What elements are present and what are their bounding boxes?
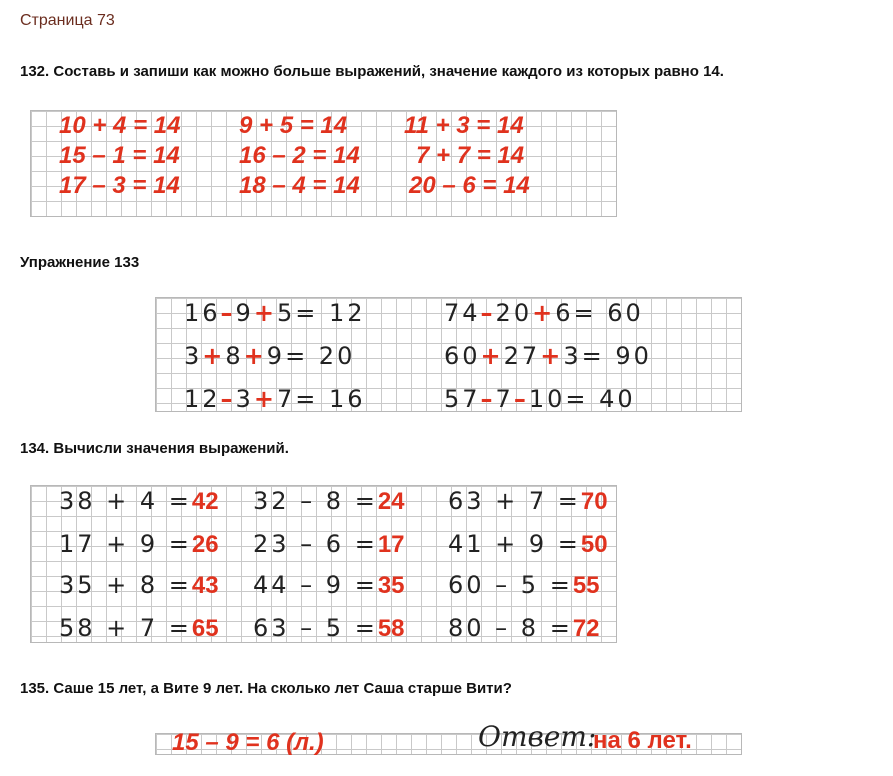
equation: 20 – 6 = 14 xyxy=(409,172,530,199)
exercise-132-grid xyxy=(30,110,617,217)
expression: 63 – 5 =58 xyxy=(253,614,405,642)
expression: 80 – 8 =72 xyxy=(448,614,600,642)
page-title: Страница 73 xyxy=(20,12,115,29)
exercise-134-heading: 134. Вычисли значения выражений. xyxy=(20,440,289,457)
expression: 63 + 7 =70 xyxy=(448,487,608,515)
expression: 60+27+3= 90 xyxy=(444,342,652,370)
exercise-133-grid xyxy=(155,297,742,412)
expression: 57–7–10= 40 xyxy=(444,385,636,413)
equation: 18 – 4 = 14 xyxy=(239,172,360,199)
exercise-132-heading: 132. Составь и запиши как можно больше выражений, значение каждого из которых равно 14. xyxy=(20,63,724,80)
expression: 32 – 8 =24 xyxy=(253,487,405,515)
expression: 16–9+5= 12 xyxy=(184,299,366,327)
equation: 9 + 5 = 14 xyxy=(239,112,348,139)
equation: 15 – 1 = 14 xyxy=(59,142,180,169)
expression: 12–3+7= 16 xyxy=(184,385,366,413)
expression: 17 + 9 =26 xyxy=(59,530,219,558)
expression: 44 – 9 =35 xyxy=(253,571,405,599)
answer-label: Ответ: xyxy=(478,720,597,753)
equation: 11 + 3 = 14 xyxy=(404,112,524,139)
expression: 38 + 4 =42 xyxy=(59,487,219,515)
exercise-133-heading: Упражнение 133 xyxy=(20,254,140,271)
answer-text: на 6 лет. xyxy=(593,727,692,754)
equation: 7 + 7 = 14 xyxy=(416,142,525,169)
exercise-134-grid xyxy=(30,485,617,643)
expression: 58 + 7 =65 xyxy=(59,614,219,642)
exercise-135-heading: 135. Саше 15 лет, а Вите 9 лет. На сколько лет Саша старше Вити? xyxy=(20,680,512,697)
expression: 60 – 5 =55 xyxy=(448,571,600,599)
expression: 35 + 8 =43 xyxy=(59,571,219,599)
expression: 74–20+6= 60 xyxy=(444,299,644,327)
equation: 10 + 4 = 14 xyxy=(59,112,181,139)
exercise-135-grid xyxy=(155,720,742,756)
equation: 16 – 2 = 14 xyxy=(239,142,360,169)
expression: 41 + 9 =50 xyxy=(448,530,608,558)
equation: 17 – 3 = 14 xyxy=(59,172,180,199)
expression: 3+8+9= 20 xyxy=(184,342,356,370)
expression: 23 – 6 =17 xyxy=(253,530,405,558)
solution-equation: 15 – 9 = 6 (л.) xyxy=(172,729,324,756)
